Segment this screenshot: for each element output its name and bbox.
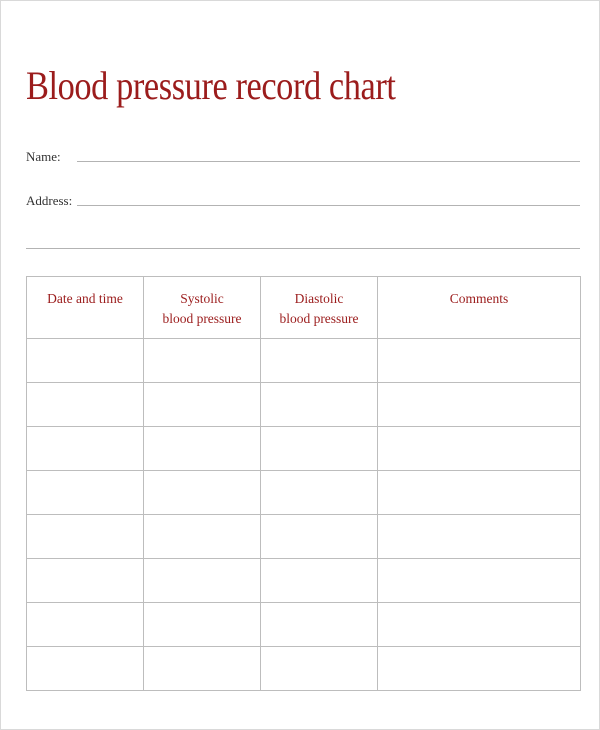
record-table xyxy=(26,276,581,691)
header-systolic-line1: Systolic xyxy=(180,291,224,306)
table-body xyxy=(27,339,581,691)
diastolic-cell[interactable] xyxy=(261,559,378,603)
address-field-line-2[interactable] xyxy=(26,248,580,249)
comments-cell[interactable] xyxy=(378,647,581,691)
diastolic-cell[interactable] xyxy=(261,515,378,559)
header-systolic xyxy=(144,277,261,339)
systolic-cell[interactable] xyxy=(144,339,261,383)
date-and-time-cell[interactable] xyxy=(27,383,144,427)
diastolic-cell[interactable] xyxy=(261,647,378,691)
systolic-cell[interactable] xyxy=(144,427,261,471)
name-field-label: Name: xyxy=(26,149,61,164)
table-row xyxy=(27,339,581,383)
comments-cell[interactable] xyxy=(378,339,581,383)
date-and-time-cell[interactable] xyxy=(27,339,144,383)
comments-cell[interactable] xyxy=(378,383,581,427)
systolic-cell[interactable] xyxy=(144,603,261,647)
header-comments-label: Comments xyxy=(449,291,509,306)
comments-cell[interactable] xyxy=(378,559,581,603)
diastolic-cell[interactable] xyxy=(261,471,378,515)
systolic-cell[interactable] xyxy=(144,559,261,603)
date-and-time-cell[interactable] xyxy=(27,515,144,559)
table-row xyxy=(27,559,581,603)
date-and-time-cell[interactable] xyxy=(27,427,144,471)
header-date-and-time xyxy=(27,277,144,339)
comments-cell[interactable] xyxy=(378,515,581,559)
header-systolic-line2: blood pressure xyxy=(162,311,242,326)
comments-cell[interactable] xyxy=(378,427,581,471)
systolic-cell[interactable] xyxy=(144,515,261,559)
table-row xyxy=(27,647,581,691)
address-field-line[interactable] xyxy=(77,205,580,206)
header-diastolic xyxy=(261,277,378,339)
diastolic-cell[interactable] xyxy=(261,383,378,427)
comments-cell[interactable] xyxy=(378,471,581,515)
page-title: Blood pressure record chart xyxy=(26,63,396,108)
header-date-and-time-label: Date and time xyxy=(47,291,123,306)
header-diastolic-line1: Diastolic xyxy=(294,291,344,306)
header-diastolic-line2: blood pressure xyxy=(279,311,359,326)
date-and-time-cell[interactable] xyxy=(27,603,144,647)
date-and-time-cell[interactable] xyxy=(27,471,144,515)
systolic-cell[interactable] xyxy=(144,471,261,515)
table-row xyxy=(27,471,581,515)
date-and-time-cell[interactable] xyxy=(27,559,144,603)
table-row xyxy=(27,427,581,471)
date-and-time-cell[interactable] xyxy=(27,647,144,691)
table-row xyxy=(27,515,581,559)
table-header-row xyxy=(27,277,581,339)
diastolic-cell[interactable] xyxy=(261,339,378,383)
header-comments xyxy=(378,277,581,339)
comments-cell[interactable] xyxy=(378,603,581,647)
address-field-label: Address: xyxy=(26,193,73,208)
table-row xyxy=(27,383,581,427)
systolic-cell[interactable] xyxy=(144,383,261,427)
systolic-cell[interactable] xyxy=(144,647,261,691)
diastolic-cell[interactable] xyxy=(261,427,378,471)
name-field-line[interactable] xyxy=(77,161,580,162)
diastolic-cell[interactable] xyxy=(261,603,378,647)
table-row xyxy=(27,603,581,647)
